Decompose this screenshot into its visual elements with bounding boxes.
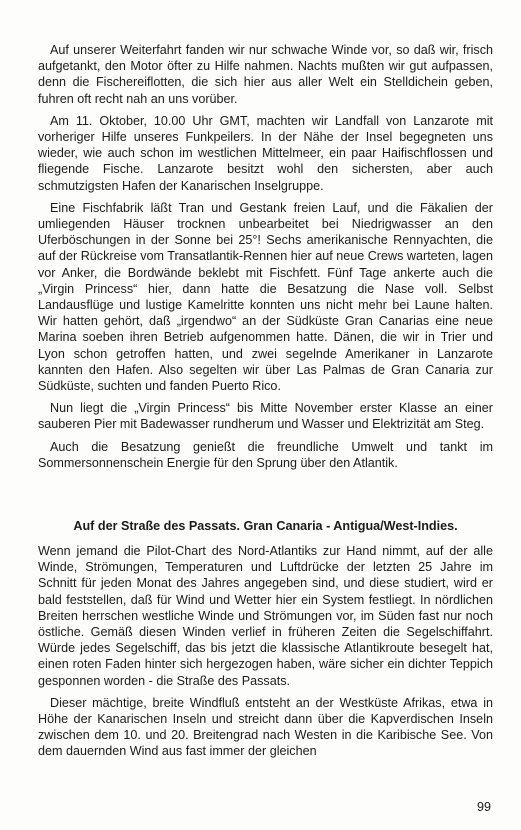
paragraph: Dieser mächtige, breite Windfluß entsteht an der Westküste Afrikas, etwa in Höhe der Kanarischen Inseln und streicht dann über die Kapverdischen Inseln zwischen dem 10. und 20. Breitengrad nach Westen in die Karibische See. Von dem dauernden Wind aus fast immer der gleichen [38,695,493,759]
paragraph: Eine Fischfabrik läßt Tran und Gestank freien Lauf, und die Fäkalien der umliegenden Häuser trocknen unbearbeitet bei Niedrigwasser an den Uferböschungen in der Sonne bei 25°! Sechs amerikanische Rennyachten, die auf der Rückreise vom Transatlantik-Rennen hier auf neue Crews warteten, lagen vor Anker, die Bordwände beklebt mit Fischfett. Fünf Tage ankerte auch die „Virgin Princess“ hier, dann hatte die Besatzung die Nase voll. Selbst Landausflüge und lustige Kamelritte konnten uns nicht mehr bei Laune halten. Wir hatten gehört, daß „irgendwo“ an der Südküste Gran Canarias eine neue Marina soeben ihren Betrieb aufgenommen hatte. Dänen, die wir in Trier und Lyon schon getroffen hatten, und zwei segelnde Amerikaner in Lanzarote kannten den Hafen. Also segelten wir über Las Palmas de Gran Canaria zur Südküste, suchten und fanden Puerto Rico. [38,200,494,394]
section-heading: Auf der Straße des Passats. Gran Canaria - Antigua/West-Indies. [73,519,458,533]
paragraph: Wenn jemand die Pilot-Chart des Nord-Atlantiks zur Hand nimmt, auf der alle Winde, Strömungen, Temperaturen und Luftdrücke der letzten 25 Jahre im Schnitt für jeden Monat des Jahres angegeben sind, und diese studiert, wird er bald feststellen, daß für Wind und Wetter hier ein System festliegt. In nördlichen Breiten herrschen westliche Winde und Strömungen vor, im Süden fast nur noch östliche. Gemäß diesen Winden verlief in früheren Zeiten die Segelschiffahrt. Würde jedes Segelschiff, das bis jetzt die klassische Atlantikroute besegelt hat, einen roten Faden hinter sich hergezogen haben, wäre sicher ein dichter Teppich gesponnen worden - die Straße des Passats. [38,544,493,688]
section-2-text [38,543,493,766]
paragraph: Nun liegt die „Virgin Princess“ bis Mitte November erster Klasse an einer sauberen Pier mit Badewasser rundherum und Wasser und Elektrizität am Steg. [38,401,493,432]
paragraph: Am 11. Oktober, 10.00 Uhr GMT, machten wir Landfall von Lanzarote mit vorheriger Hilfe unseres Funkpeilers. In der Nähe der Insel begegneten uns wieder, wie auch schon im westlichen Mittelmeer, ein paar Haifischflossen und fliegende Fische. Lanzarote besitzt wohl den sichersten, aber auch schmutzigsten Hafen der Kanarischen Inselgruppe. [38,113,493,193]
paragraph: Auch die Besatzung genießt die freundliche Umwelt und tankt im Sommersonnenschein Energie für den Sprung über den Atlantik. [38,439,493,470]
page-number: 99 [476,800,491,814]
paragraph: Auf unserer Weiterfahrt fanden wir nur schwache Winde vor, so daß wir, frisch aufgetankt, den Motor öfter zu Hilfe nahmen. Nachts mußten wir gut aufpassen, denn die Fischereiflotten, die sich hier aus aller Welt ein Stelldichein geben, fuhren oft recht nah an uns vorüber. [38,43,493,106]
section-1-text [38,42,493,477]
